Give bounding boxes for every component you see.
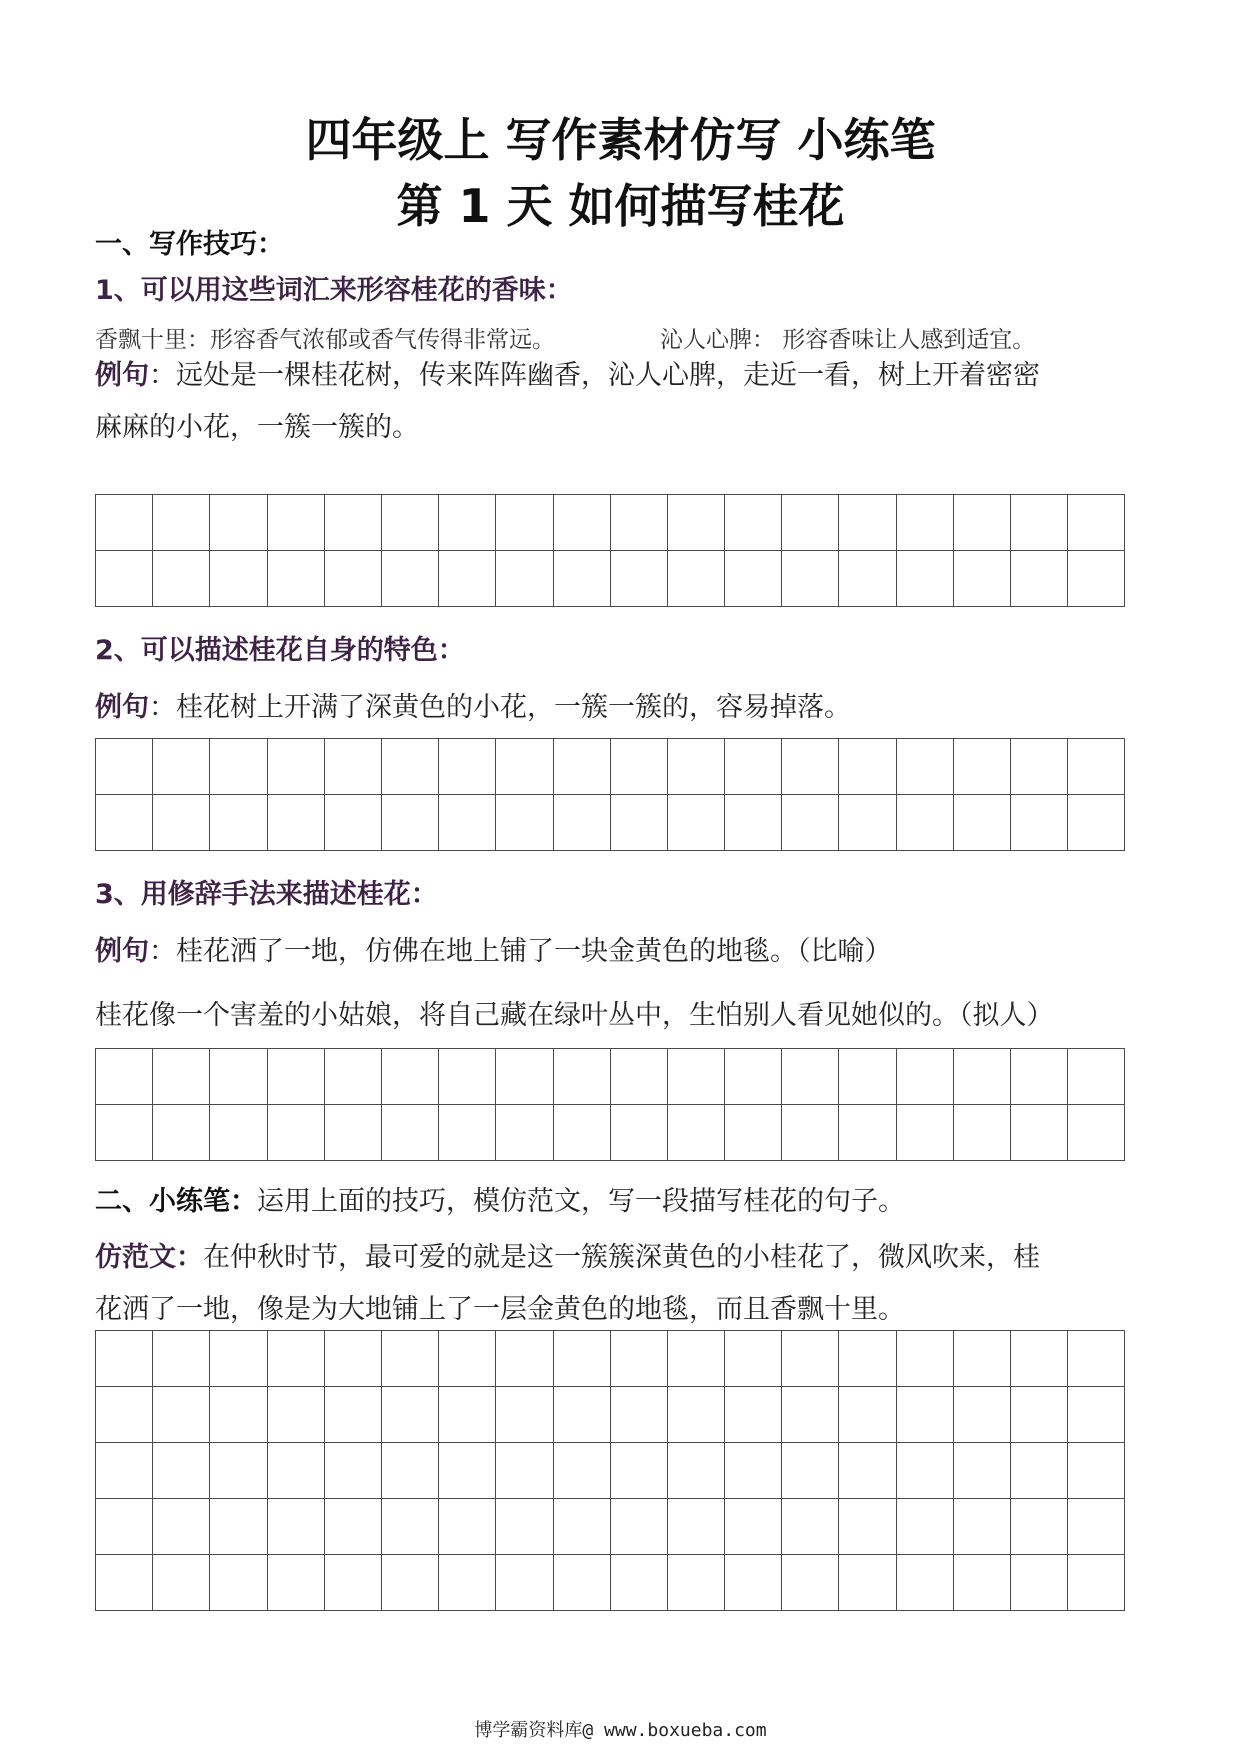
grid-cell[interactable]: [782, 1443, 839, 1499]
grid-cell[interactable]: [839, 1443, 896, 1499]
grid-cell[interactable]: [210, 495, 267, 551]
grid-cell[interactable]: [268, 551, 325, 607]
item1-example: [95, 350, 1145, 454]
grid-cell[interactable]: [439, 1331, 496, 1387]
section2-label: 二、小练笔：: [95, 1186, 257, 1217]
grid-cell[interactable]: [153, 795, 210, 851]
model-text-line1: 在仲秋时节，最可爱的就是这一簇簇深黄色的小桂花了，微风吹来，桂: [203, 1242, 1040, 1273]
grid-cell[interactable]: [96, 551, 153, 607]
grid-cell[interactable]: [897, 739, 954, 795]
grid-cell[interactable]: [439, 1105, 496, 1161]
grid-cell[interactable]: [782, 1499, 839, 1555]
example-label: 例句: [95, 692, 149, 723]
grid-cell[interactable]: [668, 1331, 725, 1387]
grid-cell[interactable]: [839, 739, 896, 795]
grid-cell[interactable]: [611, 1443, 668, 1499]
grid-cell[interactable]: [782, 1331, 839, 1387]
grid-cell[interactable]: [210, 1049, 267, 1105]
grid-cell[interactable]: [897, 1555, 954, 1611]
grid-cell[interactable]: [668, 1499, 725, 1555]
grid-cell[interactable]: [268, 1331, 325, 1387]
grid-cell[interactable]: [1011, 1331, 1068, 1387]
grid-cell[interactable]: [668, 739, 725, 795]
grid-cell[interactable]: [668, 1443, 725, 1499]
grid-cell[interactable]: [725, 1555, 782, 1611]
grid-cell[interactable]: [611, 1499, 668, 1555]
grid-cell[interactable]: [96, 495, 153, 551]
example-text-cont: 麻麻的小花，一簇一簇的。: [95, 412, 419, 443]
grid-cell[interactable]: [782, 551, 839, 607]
grid-cell[interactable]: [897, 1443, 954, 1499]
grid-cell[interactable]: [439, 1443, 496, 1499]
grid-cell[interactable]: [268, 1555, 325, 1611]
grid-cell[interactable]: [782, 1555, 839, 1611]
grid-cell[interactable]: [611, 1387, 668, 1443]
grid-cell[interactable]: [210, 1499, 267, 1555]
grid-cell[interactable]: [725, 795, 782, 851]
item2-heading: 2、可以描述桂花自身的特色：: [95, 635, 465, 666]
grid-cell[interactable]: [839, 1499, 896, 1555]
grid-cell[interactable]: [725, 1331, 782, 1387]
grid-cell[interactable]: [897, 1499, 954, 1555]
grid-cell[interactable]: [725, 1105, 782, 1161]
grid-cell[interactable]: [153, 739, 210, 795]
grid-cell[interactable]: [668, 1387, 725, 1443]
grid-cell[interactable]: [782, 1049, 839, 1105]
vocab-2: 沁人心脾： 形容香味让人感到适宜。: [660, 327, 1036, 353]
grid-cell[interactable]: [210, 1331, 267, 1387]
grid-cell[interactable]: [611, 1105, 668, 1161]
grid-cell[interactable]: [839, 551, 896, 607]
grid-cell[interactable]: [839, 1331, 896, 1387]
grid-cell[interactable]: [153, 1443, 210, 1499]
grid-cell[interactable]: [1011, 1387, 1068, 1443]
grid-cell[interactable]: [210, 1555, 267, 1611]
grid-cell[interactable]: [839, 1387, 896, 1443]
grid-cell[interactable]: [210, 1443, 267, 1499]
grid-cell[interactable]: [782, 495, 839, 551]
grid-cell[interactable]: [554, 1105, 611, 1161]
grid-cell[interactable]: [954, 1105, 1011, 1161]
grid-cell[interactable]: [954, 795, 1011, 851]
writing-grid-4[interactable]: [95, 1330, 1125, 1611]
grid-cell[interactable]: [954, 495, 1011, 551]
grid-cell[interactable]: [382, 1049, 439, 1105]
grid-cell[interactable]: [153, 1555, 210, 1611]
grid-cell[interactable]: [611, 795, 668, 851]
grid-cell[interactable]: [439, 551, 496, 607]
writing-grid-2[interactable]: [95, 738, 1125, 851]
item3-example: [95, 926, 1175, 1042]
grid-cell[interactable]: [725, 1443, 782, 1499]
grid-cell[interactable]: [1011, 551, 1068, 607]
grid-cell[interactable]: [954, 1387, 1011, 1443]
grid-cell[interactable]: [839, 495, 896, 551]
grid-cell[interactable]: [325, 1105, 382, 1161]
grid-cell[interactable]: [325, 1443, 382, 1499]
grid-cell[interactable]: [210, 1105, 267, 1161]
grid-cell[interactable]: [554, 1331, 611, 1387]
grid-cell[interactable]: [96, 739, 153, 795]
example-text-personification: 桂花像一个害羞的小姑娘，将自己藏在绿叶丛中，生怕别人看见她似的。（拟人）: [95, 1000, 1054, 1031]
grid-cell[interactable]: [897, 795, 954, 851]
grid-cell[interactable]: [153, 551, 210, 607]
grid-cell[interactable]: [153, 1105, 210, 1161]
item1-heading: 1、可以用这些词汇来形容桂花的香味：: [95, 275, 573, 306]
grid-cell[interactable]: [1011, 1105, 1068, 1161]
grid-cell[interactable]: [382, 495, 439, 551]
grid-cell[interactable]: [725, 1049, 782, 1105]
grid-cell[interactable]: [325, 1499, 382, 1555]
grid-cell[interactable]: [839, 1049, 896, 1105]
grid-cell[interactable]: [897, 1049, 954, 1105]
section1-heading: 一、写作技巧：: [95, 229, 284, 260]
model-text: [95, 1232, 1175, 1336]
grid-cell[interactable]: [954, 1555, 1011, 1611]
grid-cell[interactable]: [153, 495, 210, 551]
grid-cell[interactable]: [1011, 495, 1068, 551]
grid-cell[interactable]: [96, 1499, 153, 1555]
grid-cell[interactable]: [1011, 1049, 1068, 1105]
grid-cell[interactable]: [496, 795, 553, 851]
grid-cell[interactable]: [268, 1499, 325, 1555]
example-text: ：远处是一棵桂花树，传来阵阵幽香，沁人心脾，走近一看，树上开着密密: [149, 360, 1040, 391]
grid-cell[interactable]: [839, 1105, 896, 1161]
grid-cell[interactable]: [496, 1443, 553, 1499]
page-title: 四年级上 写作素材仿写 小练笔: [305, 113, 936, 167]
writing-grid-3[interactable]: [95, 1048, 1125, 1161]
grid-cell[interactable]: [1011, 1499, 1068, 1555]
grid-cell[interactable]: [1068, 1387, 1125, 1443]
grid-cell[interactable]: [897, 551, 954, 607]
grid-cell[interactable]: [268, 739, 325, 795]
grid-cell[interactable]: [325, 551, 382, 607]
grid-cell[interactable]: [611, 495, 668, 551]
grid-cell[interactable]: [96, 1387, 153, 1443]
grid-cell[interactable]: [325, 495, 382, 551]
vocab-1: 香飘十里：形容香气浓郁或香气传得非常远。: [95, 327, 555, 353]
grid-cell[interactable]: [210, 795, 267, 851]
grid-cell[interactable]: [496, 1387, 553, 1443]
section2-instruction: 运用上面的技巧，模仿范文，写一段描写桂花的句子。: [257, 1186, 905, 1217]
grid-cell[interactable]: [96, 1049, 153, 1105]
grid-cell[interactable]: [439, 1387, 496, 1443]
grid-cell[interactable]: [554, 1443, 611, 1499]
grid-cell[interactable]: [1068, 1049, 1125, 1105]
grid-cell[interactable]: [554, 495, 611, 551]
page-subtitle: 第 1 天 如何描写桂花: [396, 179, 845, 233]
example-label: 例句: [95, 936, 149, 967]
grid-cell[interactable]: [325, 1387, 382, 1443]
grid-cell[interactable]: [96, 1555, 153, 1611]
grid-cell[interactable]: [96, 1105, 153, 1161]
grid-cell[interactable]: [725, 739, 782, 795]
grid-cell[interactable]: [954, 739, 1011, 795]
grid-cell[interactable]: [725, 1387, 782, 1443]
grid-cell[interactable]: [268, 1049, 325, 1105]
grid-cell[interactable]: [668, 795, 725, 851]
grid-cell[interactable]: [554, 795, 611, 851]
grid-cell[interactable]: [954, 1499, 1011, 1555]
grid-cell[interactable]: [611, 1555, 668, 1611]
grid-cell[interactable]: [496, 551, 553, 607]
grid-cell[interactable]: [725, 551, 782, 607]
grid-cell[interactable]: [554, 551, 611, 607]
grid-cell[interactable]: [1011, 1555, 1068, 1611]
grid-cell[interactable]: [439, 739, 496, 795]
grid-cell[interactable]: [668, 1555, 725, 1611]
grid-cell[interactable]: [382, 795, 439, 851]
grid-cell[interactable]: [325, 1331, 382, 1387]
grid-cell[interactable]: [554, 1499, 611, 1555]
grid-cell[interactable]: [325, 739, 382, 795]
grid-cell[interactable]: [268, 1443, 325, 1499]
section2-heading: [95, 1176, 1175, 1228]
grid-cell[interactable]: [496, 739, 553, 795]
grid-cell[interactable]: [382, 1555, 439, 1611]
grid-cell[interactable]: [954, 1049, 1011, 1105]
grid-cell[interactable]: [897, 1387, 954, 1443]
model-text-line2: 花洒了一地，像是为大地铺上了一层金黄色的地毯，而且香飘十里。: [95, 1294, 905, 1325]
grid-cell[interactable]: [611, 551, 668, 607]
grid-cell[interactable]: [439, 1499, 496, 1555]
grid-cell[interactable]: [96, 1331, 153, 1387]
grid-cell[interactable]: [153, 1499, 210, 1555]
grid-cell[interactable]: [954, 551, 1011, 607]
item3-heading: 3、用修辞手法来描述桂花：: [95, 879, 438, 910]
grid-cell[interactable]: [382, 1387, 439, 1443]
grid-cell[interactable]: [210, 739, 267, 795]
grid-cell[interactable]: [611, 1049, 668, 1105]
grid-cell[interactable]: [611, 739, 668, 795]
grid-cell[interactable]: [897, 1105, 954, 1161]
grid-cell[interactable]: [439, 495, 496, 551]
grid-cell[interactable]: [554, 1049, 611, 1105]
grid-cell[interactable]: [496, 1555, 553, 1611]
grid-cell[interactable]: [439, 1555, 496, 1611]
grid-cell[interactable]: [153, 1387, 210, 1443]
grid-cell[interactable]: [1068, 739, 1125, 795]
grid-cell[interactable]: [382, 1499, 439, 1555]
grid-cell[interactable]: [1011, 1443, 1068, 1499]
grid-cell[interactable]: [1011, 739, 1068, 795]
grid-cell[interactable]: [382, 1443, 439, 1499]
grid-cell[interactable]: [668, 1105, 725, 1161]
grid-cell[interactable]: [439, 795, 496, 851]
grid-cell[interactable]: [782, 795, 839, 851]
footer-watermark: 博学霸资料库@ www.boxueba.com: [474, 1720, 767, 1741]
example-text: ：桂花洒了一地，仿佛在地上铺了一块金黄色的地毯。（比喻）: [149, 936, 892, 967]
grid-cell[interactable]: [210, 1387, 267, 1443]
grid-cell[interactable]: [268, 1105, 325, 1161]
grid-cell[interactable]: [96, 1443, 153, 1499]
grid-cell[interactable]: [1068, 1105, 1125, 1161]
grid-cell[interactable]: [496, 1105, 553, 1161]
grid-cell[interactable]: [897, 1331, 954, 1387]
grid-cell[interactable]: [954, 1331, 1011, 1387]
example-text: ：桂花树上开满了深黄色的小花，一簇一簇的，容易掉落。: [149, 692, 851, 723]
writing-grid-1[interactable]: [95, 494, 1125, 607]
grid-cell[interactable]: [325, 795, 382, 851]
grid-cell[interactable]: [725, 495, 782, 551]
grid-cell[interactable]: [897, 495, 954, 551]
grid-cell[interactable]: [554, 1555, 611, 1611]
grid-cell[interactable]: [1068, 495, 1125, 551]
grid-cell[interactable]: [496, 1049, 553, 1105]
model-label: 仿范文：: [95, 1242, 203, 1273]
item2-example: [95, 682, 1145, 734]
grid-cell[interactable]: [268, 795, 325, 851]
grid-cell[interactable]: [496, 1499, 553, 1555]
grid-cell[interactable]: [382, 551, 439, 607]
grid-cell[interactable]: [1068, 1555, 1125, 1611]
grid-cell[interactable]: [782, 1105, 839, 1161]
grid-cell[interactable]: [668, 1049, 725, 1105]
grid-cell[interactable]: [96, 795, 153, 851]
grid-cell[interactable]: [268, 495, 325, 551]
grid-cell[interactable]: [1068, 1499, 1125, 1555]
grid-cell[interactable]: [1011, 795, 1068, 851]
grid-cell[interactable]: [153, 1331, 210, 1387]
grid-cell[interactable]: [1068, 1443, 1125, 1499]
grid-cell[interactable]: [439, 1049, 496, 1105]
grid-cell[interactable]: [839, 795, 896, 851]
grid-cell[interactable]: [668, 495, 725, 551]
grid-cell[interactable]: [496, 1331, 553, 1387]
grid-cell[interactable]: [496, 495, 553, 551]
grid-cell[interactable]: [325, 1049, 382, 1105]
grid-cell[interactable]: [325, 1555, 382, 1611]
grid-cell[interactable]: [1068, 795, 1125, 851]
example-label: 例句: [95, 360, 149, 391]
grid-cell[interactable]: [382, 739, 439, 795]
grid-cell[interactable]: [611, 1331, 668, 1387]
grid-cell[interactable]: [1068, 551, 1125, 607]
grid-cell[interactable]: [782, 1387, 839, 1443]
grid-cell[interactable]: [839, 1555, 896, 1611]
grid-cell[interactable]: [1068, 1331, 1125, 1387]
grid-cell[interactable]: [153, 1049, 210, 1105]
grid-cell[interactable]: [668, 551, 725, 607]
grid-cell[interactable]: [210, 551, 267, 607]
grid-cell[interactable]: [725, 1499, 782, 1555]
grid-cell[interactable]: [554, 739, 611, 795]
grid-cell[interactable]: [382, 1331, 439, 1387]
grid-cell[interactable]: [954, 1443, 1011, 1499]
grid-cell[interactable]: [782, 739, 839, 795]
grid-cell[interactable]: [268, 1387, 325, 1443]
grid-cell[interactable]: [382, 1105, 439, 1161]
grid-cell[interactable]: [554, 1387, 611, 1443]
